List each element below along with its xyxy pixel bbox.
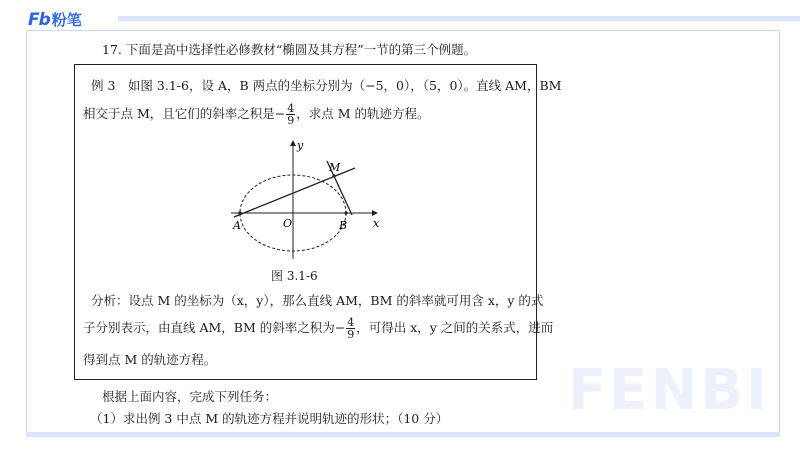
analysis-line-2 bbox=[83, 317, 553, 340]
label-o: O bbox=[283, 217, 293, 230]
logo-fb-mark: Fb bbox=[28, 9, 50, 30]
analysis-line-1: 分析：设点 M 的坐标为（x，y），那么直线 AM，BM 的斜率就可用含 x，y 的式 bbox=[91, 293, 544, 308]
fenbi-logo bbox=[28, 9, 82, 30]
question-title: 17. 下面是高中选择性必修教材“椭圆及其方程”一节的第三个例题。 bbox=[102, 42, 477, 57]
example-box bbox=[74, 64, 562, 380]
analysis-line-3: 得到点 M 的轨迹方程。 bbox=[83, 352, 217, 367]
example-line-2-after: ，求点 M 的轨迹方程。 bbox=[296, 106, 430, 121]
label-b: B bbox=[339, 219, 348, 232]
footer-accent-bar bbox=[26, 432, 780, 437]
slope-product-fraction bbox=[286, 103, 295, 126]
label-a: A bbox=[233, 219, 241, 232]
label-x: x bbox=[373, 217, 380, 230]
label-m: M bbox=[329, 161, 341, 174]
tasks-intro: 根据上面内容，完成下列任务： bbox=[102, 389, 278, 404]
point-a bbox=[238, 211, 241, 214]
example-line-2 bbox=[83, 103, 430, 126]
analysis-fraction bbox=[346, 317, 355, 340]
example-line-1: 例 3 如图 3.1-6，设 A，B 两点的坐标分别为（−5，0），（5，0）。直线 AM，BM bbox=[91, 78, 562, 93]
analysis-fraction-numerator: 4 bbox=[347, 316, 355, 329]
analysis-line-2-after: ，可得出 x，y 之间的关系式，进而 bbox=[356, 320, 554, 335]
example-line-2-before: 相交于点 M，且它们的斜率之积是− bbox=[83, 106, 286, 121]
watermark: FENBI bbox=[568, 358, 770, 423]
figure-caption: 图 3.1-6 bbox=[271, 269, 318, 283]
header-accent-bar bbox=[118, 16, 800, 21]
label-y: y bbox=[297, 139, 304, 152]
analysis-fraction-denominator: 9 bbox=[347, 328, 355, 341]
task-1: （1）求出例 3 中点 M 的轨迹方程并说明轨迹的形状；（10 分） bbox=[90, 411, 449, 426]
ellipse-figure bbox=[225, 135, 385, 263]
point-b bbox=[344, 211, 347, 214]
fraction-numerator: 4 bbox=[287, 102, 295, 115]
point-m bbox=[332, 174, 335, 177]
analysis-line-2-before: 子分别表示，由直线 AM，BM 的斜率之积为− bbox=[83, 320, 346, 335]
logo-text: 粉笔 bbox=[51, 11, 82, 29]
fraction-denominator: 9 bbox=[287, 114, 295, 127]
